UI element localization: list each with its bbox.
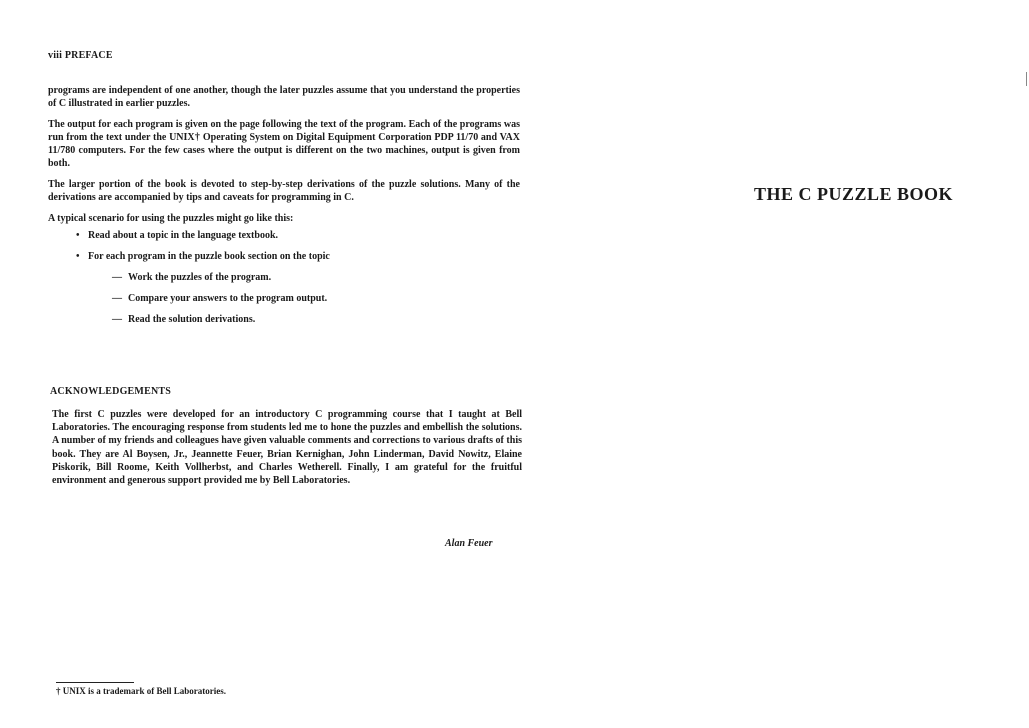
sub-list-item <box>112 271 520 284</box>
sub-list-item <box>112 292 520 305</box>
right-page <box>560 0 1029 728</box>
scenario-list <box>48 229 520 326</box>
author-signature: Alan Feuer <box>445 538 493 549</box>
page-edge-mark <box>1026 72 1027 86</box>
sub-list-item-text: Work the puzzles of the program. <box>128 272 272 283</box>
dash-icon: — <box>112 314 122 325</box>
acknowledgements-text: The first C puzzles were developed for an introductory C programming course that I taught at Bell Laboratories. The encouraging response from students led me to hone the puzzles and embellish the solutions. A number of my friends and colleagues have given valuable comments and corrections to various drafts of this book. They are Al Boysen, Jr., Jeannette Feuer, Brian Kernighan, John Linderman, David Nowitz, Elaine Piskorik, Bill Roome, Keith Vollherbst, and Charles Wetherell. Finally, I am grateful for the fruitful environment and generous support provided me by Bell Laboratories. <box>52 409 522 487</box>
sub-list-item <box>112 313 520 326</box>
list-item-text: Read about a topic in the language textbook. <box>88 230 279 241</box>
bullet-icon: • <box>76 251 80 262</box>
list-item <box>76 229 520 242</box>
sub-list-item-text: Read the solution derivations. <box>128 314 256 325</box>
paragraph-2: The output for each program is given on the page following the text of the program. Each of the programs was run from the text under the UNIX† Operating System on Digital Equipment Corporation PDP 11/70 and VAX 11/780 computers. For the few cases where the output is different on the two machines, output is given from both. <box>48 119 520 169</box>
preface-body <box>48 84 520 334</box>
paragraph-3: The larger portion of the book is devoted to step-by-step derivations of the puzzle solutions. Many of the derivations are accompanied by tips and caveats for programming in C. <box>48 179 520 203</box>
sub-list-item-text: Compare your answers to the program output. <box>128 293 328 304</box>
list-item <box>76 250 520 326</box>
book-title: THE C PUZZLE BOOK <box>753 184 953 204</box>
paragraph-1: programs are independent of one another, though the later puzzles assume that you understand the properties of C illustrated in earlier puzzles. <box>48 85 520 109</box>
paragraph-4: A typical scenario for using the puzzles might go like this: <box>48 213 294 224</box>
dash-icon: — <box>112 272 122 283</box>
sub-list <box>88 271 520 326</box>
footnote-rule <box>56 682 134 683</box>
list-item-text: For each program in the puzzle book section on the topic <box>88 251 330 262</box>
footnote: † UNIX is a trademark of Bell Laboratories. <box>56 686 226 696</box>
running-head: viii PREFACE <box>48 50 113 61</box>
bullet-icon: • <box>76 230 80 241</box>
acknowledgements-heading: ACKNOWLEDGEMENTS <box>50 386 171 397</box>
dash-icon: — <box>112 293 122 304</box>
